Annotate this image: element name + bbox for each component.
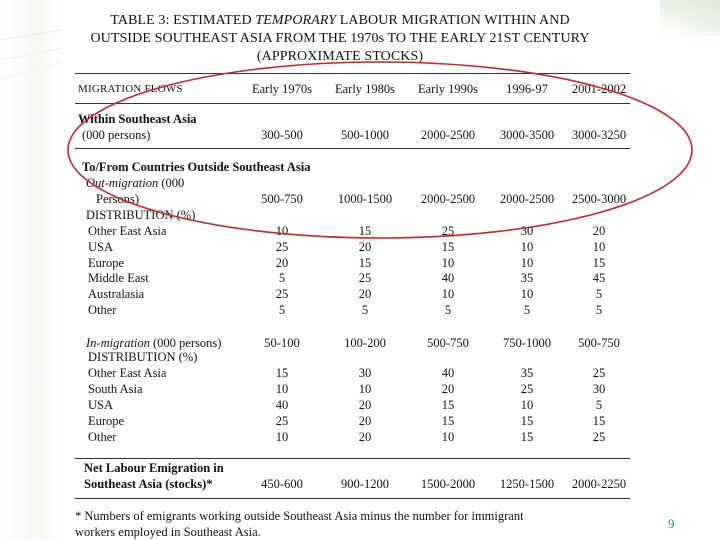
distribution-value: 15 [520,430,534,444]
distribution-value: 5 [278,271,286,286]
out-migration-value: 2500-3000 [571,192,627,206]
distribution-value: 10 [520,398,534,412]
distribution-value: 25 [358,271,372,286]
out-migration-value: 500-750 [261,192,303,206]
distribution-value: 5 [595,287,603,302]
header-label: MIGRATION FLOWS [78,83,183,95]
net-value: 900-1200 [341,477,389,491]
distribution-value: 15 [441,239,455,254]
distribution-value: 30 [358,366,372,380]
distribution-value: 35 [520,366,534,380]
distribution-value: 15 [441,398,455,412]
distribution-value: 10 [441,255,455,270]
distribution-value: 15 [520,414,534,428]
header-period: Early 1970s [251,82,313,96]
distribution-value: 25 [441,224,455,238]
section-rule [75,148,630,149]
distribution-value: 10 [441,287,455,302]
table-title: TABLE 3: ESTIMATED TEMPORARY LABOUR MIGRATION WITHIN AND OUTSIDE SOUTHEAST ASIA FROM THE 1970s TO THE EARLY 21ST CENTURY (APPROXIMATE STOCKS) [90,13,590,64]
distribution-value: 40 [441,366,455,380]
distribution-value: 30 [520,224,534,238]
distribution-value: 25 [592,430,606,444]
outside-heading: To/From Countries Outside Southeast Asia [82,160,311,174]
in-migration-value: 100-200 [344,336,386,350]
page-number: 9 [668,516,675,531]
distribution-row-label: USA [88,239,114,254]
distribution-value: 5 [444,303,452,317]
distribution-value: 40 [441,271,455,286]
within-value: 2000-2500 [420,128,476,142]
in-migration-value: 750-1000 [503,336,551,350]
distribution-value: 15 [358,255,372,270]
distribution-value: 5 [523,303,531,317]
header-rule [75,103,630,104]
net-value: 1250-1500 [499,477,555,491]
distribution-value: 10 [592,239,606,254]
out-migration-value: 1000-1500 [337,192,393,206]
distribution-row-label: Europe [88,255,125,270]
distribution-row-label: South Asia [88,382,143,396]
distribution-row-label: Australasia [88,287,145,302]
distribution-value: 30 [592,382,606,396]
distribution-value: 10 [275,224,289,238]
distribution-row-label: Europe [88,414,125,428]
distribution-value: 10 [520,255,534,270]
distribution-value: 25 [275,239,289,254]
distribution-value: 40 [275,398,289,412]
within-value: 3000-3250 [571,128,627,142]
distribution-value: 10 [520,239,534,254]
distribution-row-label: Other East Asia [88,366,167,380]
distribution-row-label: Other East Asia [88,224,167,238]
net-rule [75,458,630,459]
header-period: 1996-97 [506,82,548,96]
distribution-value: 20 [441,382,455,396]
distribution-value: 20 [592,224,606,238]
distribution-row-label: Middle East [88,271,149,286]
distribution-value: 20 [358,287,372,302]
net-value: 1500-2000 [420,477,476,491]
distribution-value: 10 [441,430,455,444]
in-migration-value: 500-750 [578,336,620,350]
within-value: 500-1000 [341,128,389,142]
left-decorative-band [0,0,62,540]
distribution-value: 25 [592,366,606,380]
distribution-value: 15 [275,366,289,380]
in-distribution-label: DISTRIBUTION (%) [88,350,198,364]
top-right-decoration [660,0,720,36]
distribution-value: 35 [520,271,534,286]
distribution-value: 20 [358,239,372,254]
distribution-value: 10 [520,287,534,302]
within-value: 300-500 [261,128,303,142]
within-value: 3000-3500 [499,128,555,142]
decorative-lines [0,0,62,540]
distribution-value: 5 [361,303,369,317]
table-bottom-rule [75,498,630,499]
within-label: (000 persons) [82,128,151,142]
out-distribution-label: DISTRIBUTION (%) [86,208,196,222]
distribution-value: 10 [275,430,289,444]
distribution-value: 25 [275,414,289,428]
distribution-value: 45 [592,271,606,286]
distribution-value: 10 [358,382,372,396]
net-value: 450-600 [261,477,303,491]
distribution-value: 25 [275,287,289,302]
distribution-value: 20 [358,430,372,444]
distribution-value: 20 [358,398,372,412]
distribution-row-label: Other [88,303,117,317]
header-period: Early 1980s [334,82,396,96]
distribution-value: 15 [592,255,606,270]
distribution-row-label: Other [88,430,117,444]
in-migration-label: In-migration (000 persons) [86,336,222,350]
net-label-line2: Southeast Asia (stocks)* [84,477,213,491]
distribution-value: 5 [278,303,286,317]
in-migration-value: 500-750 [427,336,469,350]
distribution-value: 15 [441,414,455,428]
net-value: 2000-2250 [571,477,627,491]
table-top-rule [75,73,630,74]
footnote: * Numbers of emigrants working outside Southeast Asia minus the number for immigrant workers employed in Southeast Asia. [75,509,524,539]
distribution-value: 15 [592,414,606,428]
distribution-value: 20 [275,255,289,270]
within-heading: Within Southeast Asia [78,112,197,126]
distribution-value: 25 [520,382,534,396]
out-migration-value: 2000-2500 [499,192,555,206]
header-period: Early 1990s [417,82,479,96]
distribution-value: 5 [595,398,603,412]
out-migration-label: Out-migration (000 [86,176,185,190]
in-migration-value: 50-100 [264,336,300,350]
distribution-value: 15 [358,224,372,238]
out-migration-label-cont: Persons) [96,192,140,206]
net-label-line1: Net Labour Emigration in [84,461,224,475]
distribution-row-label: USA [88,398,114,412]
out-migration-value: 2000-2500 [420,192,476,206]
distribution-value: 20 [358,414,372,428]
distribution-value: 5 [595,303,603,317]
header-period: 2001-2002 [571,82,627,96]
distribution-value: 10 [275,382,289,396]
